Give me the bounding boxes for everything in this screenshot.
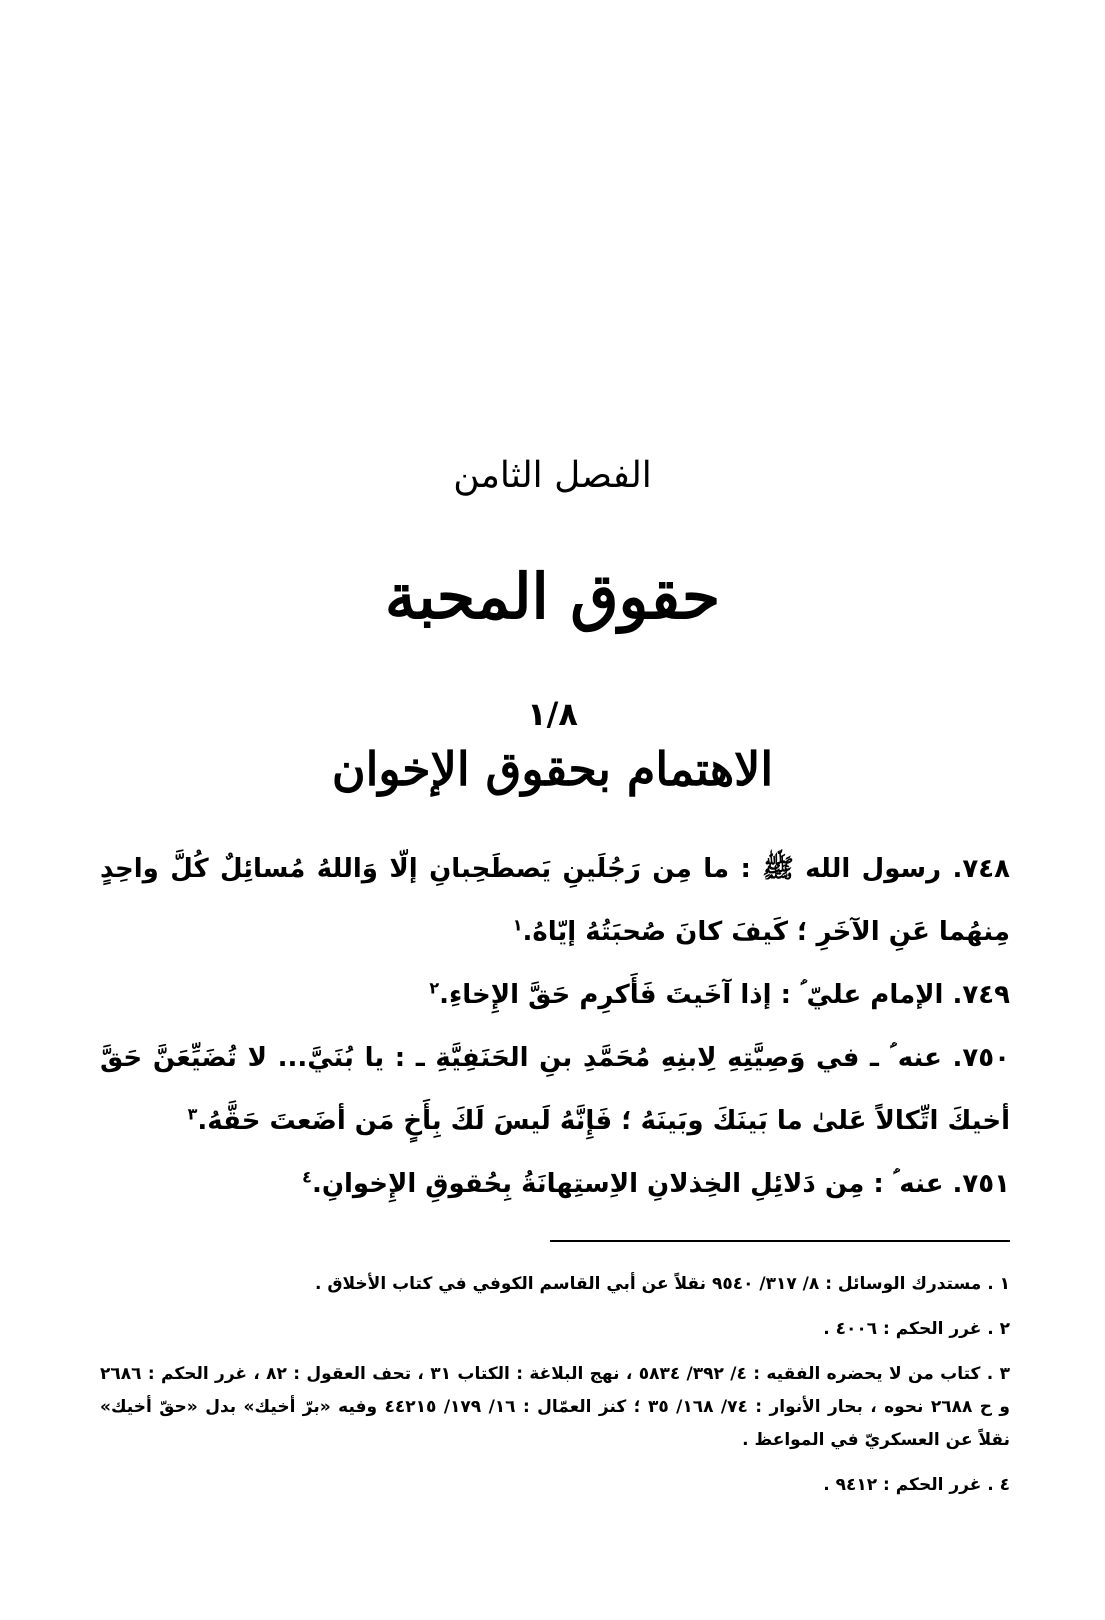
hadith-item <box>100 1153 1010 1216</box>
hadith-list <box>100 838 1010 1216</box>
hadith-text: . الإمام عليّ ؑ : إذا آخَيتَ فَأَكرِم حَقَّ الإِخاءِ. <box>439 980 963 1010</box>
section-number: ١/٨ <box>527 695 578 733</box>
hadith-item <box>100 1027 1010 1153</box>
hadith-text: . عنه ؑ ـ في وَصِيَّتِهِ لِابنِهِ مُحَمَّدِ بنِ الحَنَفِيَّةِ ـ : يا بُنَيَّ... لا تُضَيِّعَنَّ حَقَّ أخيكَ اتِّكالاً عَلىٰ ما بَينَكَ وبَينَهُ ؛ فَإِنَّهُ لَيسَ لَكَ بِأَخٍ مَن أضَعتَ حَقَّهُ. <box>100 1043 1010 1136</box>
footnote-item: ١ . مستدرك الوسائل : ٨/ ٣١٧/ ٩٥٤٠ نقلاً عن أبي القاسم الكوفي في كتاب الأخلاق . <box>314 1274 1010 1294</box>
hadith-number: ٧٥٠ <box>962 1043 1010 1073</box>
footnote-divider <box>550 1240 1010 1242</box>
hadith-number: ٧٤٩ <box>962 980 1010 1010</box>
footnote-item: ٤ . غرر الحكم : ٩٤١٢ . <box>823 1475 1010 1495</box>
section-title: الاهتمام بحقوق الإخوان <box>331 742 774 796</box>
footnotes <box>100 1268 1010 1514</box>
hadith-item <box>100 964 1010 1027</box>
footnote-item: ٣ . كتاب من لا يحضره الفقيه : ٤/ ٣٩٢/ ٥٨٣٤ ، نهج البلاغة : الكتاب ٣١ ، تحف العقول : ٨٢ ، غرر الحكم : ٢٦٨٦ و ح ٢٦٨٨ نحوه ، بحار الأنوار : ٧٤/ ١٦٨/ ٣٥ ؛ كنز العمّال : ١٦/ ١٧٩/ ٤٤٢١٥ وفيه «برّ أخيك» بدل «حقّ أخيك» نقلاً عن العسكريّ في المواعظ . <box>100 1364 1010 1450</box>
chapter-label: الفصل الثامن <box>453 455 652 496</box>
footnote-item: ٢ . غرر الحكم : ٤٠٠٦ . <box>823 1319 1010 1339</box>
hadith-item <box>100 838 1010 964</box>
footnote-ref[interactable]: ١ <box>512 915 523 935</box>
hadith-number: ٧٥١ <box>962 1169 1010 1199</box>
chapter-title: حقوق المحبة <box>384 560 721 633</box>
hadith-number: ٧٤٨ <box>962 854 1010 884</box>
footnote-ref[interactable]: ٣ <box>187 1104 198 1124</box>
footnote-ref[interactable]: ٢ <box>429 978 440 998</box>
footnote-ref[interactable]: ٤ <box>302 1167 312 1187</box>
hadith-text: . عنه ؑ : مِن دَلائِلِ الخِذلانِ الاِستِهانَةُ بِحُقوقِ الإِخوانِ. <box>311 1169 963 1199</box>
hadith-text: . رسول الله ﷺ : ما مِن رَجُلَينِ يَصطَحِبانِ إلّا وَاللهُ مُسائِلٌ كُلَّ واحِدٍ مِنهُما عَنِ الآخَرِ ؛ كَيفَ كانَ صُحبَتُهُ إيّاهُ. <box>100 854 1010 947</box>
